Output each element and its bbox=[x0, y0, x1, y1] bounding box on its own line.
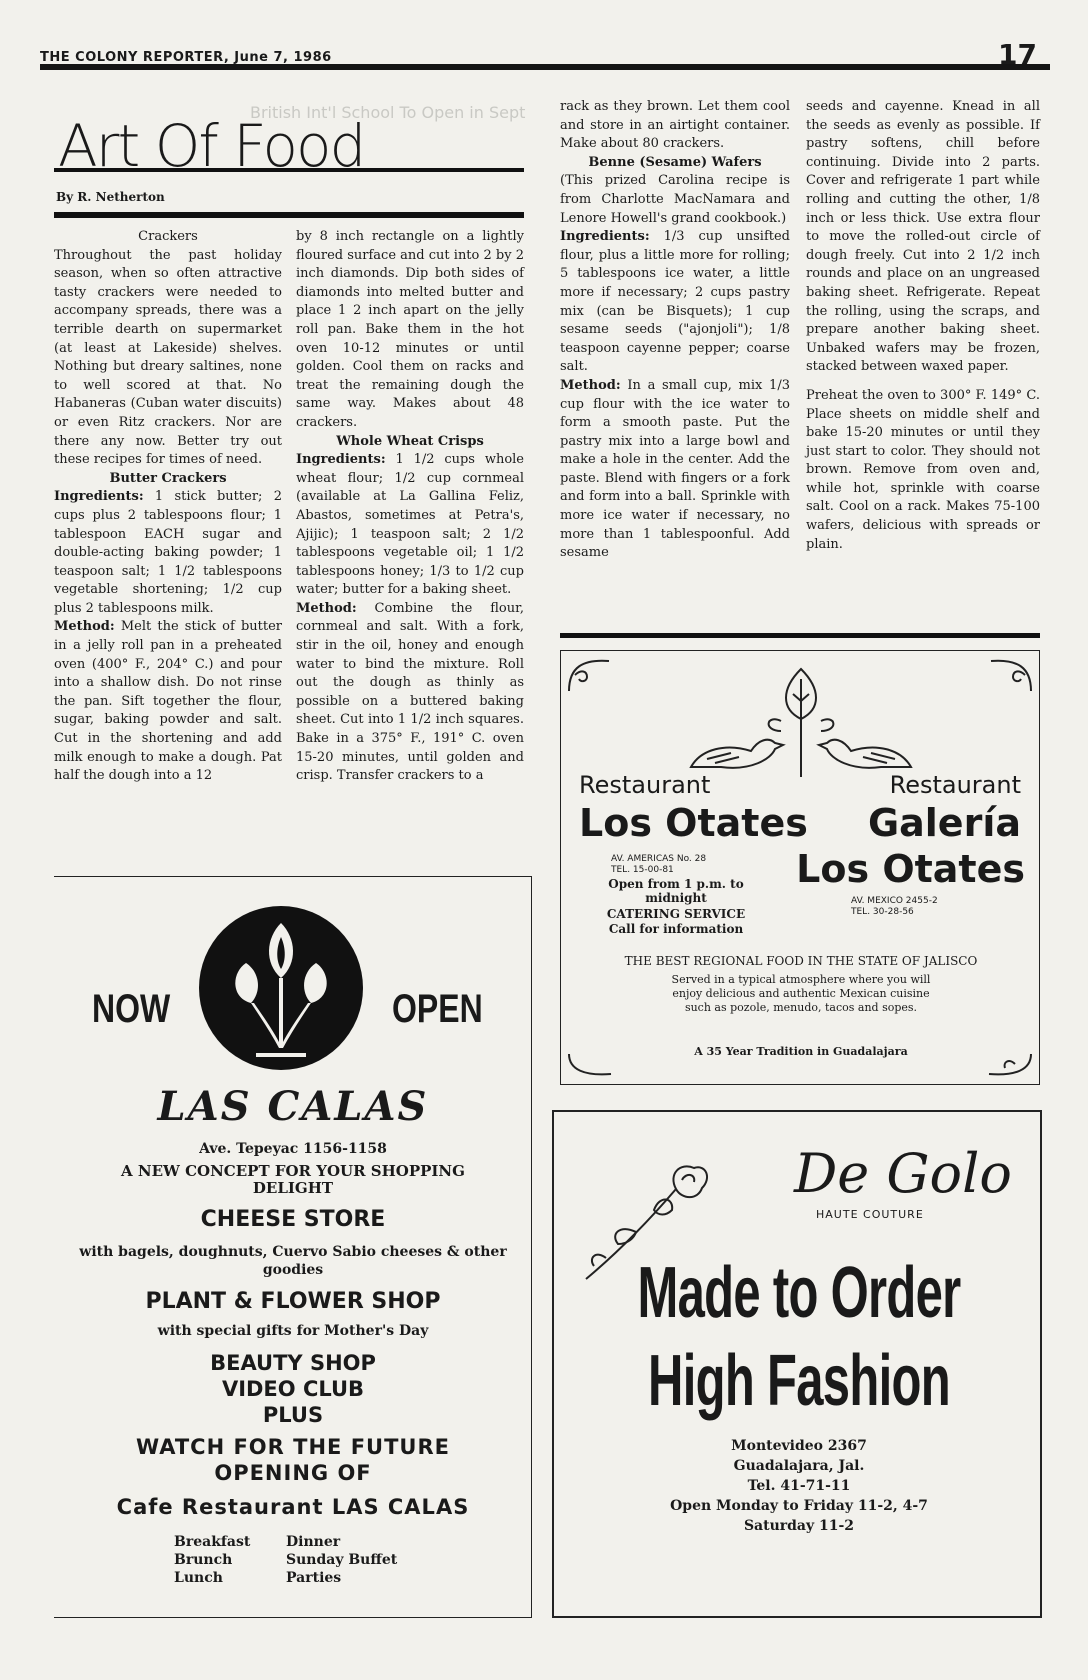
masthead: THE COLONY REPORTER, June 7, 1986 bbox=[40, 50, 332, 65]
restaurant-name: Los Otates bbox=[796, 847, 1025, 891]
subhead-crackers: Crackers bbox=[138, 229, 198, 244]
ad-de-golo bbox=[552, 1110, 1042, 1618]
paragraph: (This prized Carolina recipe is from Charlotte MacNamara and Lenore Howell's grand cookbook.) bbox=[560, 173, 790, 226]
ingredients-text: 1 1/2 cups whole wheat flour; 1/2 cup cornmeal (available at La Gallina Feliz, Abastos, sometimes at Petra's, Ajijic); 1 teaspoon salt; 2 1/2 tablespoons vegetable oil; 1 1/2 tablespoons honey; 1/3 to 1/2 cup water; butter for a baking sheet. bbox=[296, 452, 524, 598]
brand-name: De Golo bbox=[794, 1142, 1012, 1205]
paragraph: by 8 inch rectangle on a lightly floured surface and cut into 2 by 2 inch diamonds. Dip both sides of diamonds into melted butter and place 1 2 inch apart on the jelly roll pan. Bake them in the hot oven 10-12 minutes or until golden. Cool them on racks and treat the remaining dough the same way. Makes about 48 crackers. bbox=[296, 229, 524, 430]
ingredients-paragraph bbox=[560, 228, 790, 377]
method-paragraph bbox=[560, 377, 790, 563]
ad-las-calas bbox=[54, 876, 532, 1618]
birds-and-leaf-icon bbox=[671, 659, 931, 779]
video-club: VIDEO CLUB bbox=[221, 1377, 365, 1401]
page-number: 17 bbox=[998, 38, 1037, 71]
plant-desc: with special gifts for Mother's Day bbox=[157, 1323, 429, 1339]
restaurant-name: Galería bbox=[867, 801, 1021, 845]
meal-item: Dinner bbox=[286, 1534, 341, 1550]
article-column-1 bbox=[54, 228, 282, 786]
telephone: TEL. 15-00-81 bbox=[611, 865, 674, 875]
article-column-3 bbox=[560, 98, 790, 563]
subhead-butter-crackers: Butter Crackers bbox=[109, 470, 227, 486]
address-street: Montevideo 2367 bbox=[731, 1438, 867, 1454]
haute-couture: HAUTE COUTURE bbox=[816, 1208, 924, 1221]
plant-shop: PLANT & FLOWER SHOP bbox=[145, 1289, 441, 1314]
restaurant-label: Restaurant bbox=[579, 771, 711, 799]
method-paragraph bbox=[296, 600, 524, 786]
cheese-desc: with bagels, doughnuts, Cuervo Sabio cheeses & other goodies bbox=[79, 1244, 507, 1278]
ingredients-label: Ingredients: bbox=[296, 452, 386, 468]
address: AV. MEXICO 2455-2 bbox=[851, 896, 938, 906]
article-title: Art Of Food bbox=[58, 112, 365, 180]
header-rule bbox=[40, 64, 1050, 70]
telephone: TEL. 30-28-56 bbox=[851, 907, 914, 917]
byline: By R. Netherton bbox=[56, 190, 165, 204]
now-label: NOW bbox=[92, 987, 171, 1031]
telephone: Tel. 41-71-11 bbox=[747, 1478, 851, 1494]
description: Served in a typical atmosphere where you will enjoy delicious and authentic Mexican cuisine such as pozole, menudo, tacos and sopes. bbox=[671, 973, 931, 1014]
calla-lily-logo-icon bbox=[196, 903, 366, 1073]
hours-saturday: Saturday 11-2 bbox=[743, 1518, 855, 1534]
method-text: Combine the flour, cornmeal and salt. With a fork, stir in the oil, honey and enough water to bind the mixture. Roll out the dough as thinly as possible on a buttered baking sheet. Cut into 1 1/2 inch squares. Bake in a 375° F., 191° C. oven 15-20 minutes, until golden and crisp. Transfer crackers to a bbox=[296, 600, 524, 784]
ingredients-label: Ingredients: bbox=[560, 229, 650, 245]
plus: PLUS bbox=[262, 1403, 324, 1427]
concept: A NEW CONCEPT FOR YOUR SHOPPING DELIGHT bbox=[121, 1162, 465, 1197]
flourish-corner-icon bbox=[985, 655, 1035, 695]
faded-headline: British Int'l School To Open in Sept bbox=[250, 103, 526, 122]
paragraph: rack as they brown. Let them cool and store in an airtight container. Make about 80 crackers. bbox=[560, 99, 790, 152]
ingredients-text: 1 stick butter; 2 cups plus 2 tablespoons flour; 1 tablespoon EACH sugar and double-acting baking powder; 1 teaspoon salt; 1 1/2 tablespoons vegetable shortening; 1/2 cup plus 2 tablespoons milk. bbox=[54, 489, 282, 616]
opening-of: OPENING OF bbox=[214, 1461, 372, 1485]
meal-item: Parties bbox=[286, 1570, 342, 1586]
title-rule bbox=[54, 168, 524, 172]
meal-item: Lunch bbox=[174, 1570, 223, 1586]
meal-item: Brunch bbox=[174, 1552, 233, 1568]
paragraph: seeds and cayenne. Knead in all the seeds as evenly as possible. If pastry softens, chill before continuing. Divide into 2 parts. Cover and refrigerate 1 part while rolling and cutting the other, 1/8 inch or less thick. Use extra flour to move the rolled-out circle of dough freely. Cut into 2 1/2 inch rounds and place on an ungreased baking sheet. Refrigerate. Repeat the rolling, using the scraps, and prepare another baking sheet. Unbaked wafers may be frozen, stacked between waxed paper. bbox=[806, 99, 1040, 375]
tagline: THE BEST REGIONAL FOOD IN THE STATE OF JALISCO bbox=[624, 954, 978, 968]
subhead-whole-wheat: Whole Wheat Crisps bbox=[336, 433, 484, 449]
column-end-rule bbox=[560, 633, 1040, 638]
article-column-2 bbox=[296, 228, 524, 786]
method-label: Method: bbox=[560, 377, 621, 393]
method-text: Melt the stick of butter in a jelly roll pan in a preheated oven (400° F., 204° C.) and pour into a shallow dish. Do not rinse the pan. Sift together the flour, sugar, baking powder and salt. Cut in the shortening and add milk enough to make a dough. Pat half the dough into a 12 bbox=[54, 619, 282, 784]
paragraph: Throughout the past holiday season, when so often attractive tasty crackers were needed to accompany spreads, there was a terrible dearth on supermarket (at least at Lakeside) shelves. Nothing but dreary saltines, none to well scored at that. No Habaneras (Cuban water discuits) or even Ritz crackers. Nor are there any now. Better try out these recipes for times of need. bbox=[54, 247, 282, 468]
ingredients-label: Ingredients: bbox=[54, 489, 144, 505]
ad-los-otates bbox=[560, 650, 1040, 1085]
meals-left bbox=[174, 1533, 250, 1587]
meal-item: Sunday Buffet bbox=[286, 1552, 398, 1568]
call-info: Call for information bbox=[608, 922, 744, 936]
tradition: A 35 Year Tradition in Guadalajara bbox=[694, 1045, 908, 1058]
beauty-shop: BEAUTY SHOP bbox=[210, 1351, 376, 1375]
meal-item: Breakfast bbox=[174, 1534, 251, 1550]
watch-future: WATCH FOR THE FUTURE bbox=[136, 1435, 450, 1459]
cheese-store: CHEESE STORE bbox=[200, 1207, 386, 1232]
subhead-benne-wafers: Benne (Sesame) Wafers bbox=[588, 154, 762, 170]
byline-rule bbox=[54, 212, 524, 218]
open-label: OPEN bbox=[392, 987, 483, 1031]
catering-service: CATERING SERVICE bbox=[606, 907, 746, 921]
paragraph: Preheat the oven to 300° F. 149° C. Place sheets on middle shelf and bake 15-20 minutes or until they just start to color. They should not brown. Remove from oven and, while hot, sprinkle with coarse salt. Cool on a rack. Makes 75-100 wafers, delicious with spreads or plain. bbox=[806, 387, 1040, 552]
restaurant-name: Los Otates bbox=[579, 801, 808, 845]
method-paragraph bbox=[54, 618, 282, 785]
method-text: In a small cup, mix 1/3 cup flour with the ice water to form a smooth paste. Put the pastry mix into a large bowl and make a hole in the center. Add the paste. Blend with fingers or a fork and form into a ball. Sprinkle with more ice water if necessary, no more than 1 tablespoonful. Add sesame bbox=[560, 377, 790, 561]
restaurant-label: Restaurant bbox=[889, 771, 1021, 799]
ingredients-paragraph bbox=[54, 488, 282, 618]
article-column-4 bbox=[806, 98, 1040, 554]
meals-right bbox=[286, 1533, 397, 1587]
headline-high-fashion: High Fashion bbox=[648, 1341, 950, 1421]
flourish-corner-icon bbox=[565, 655, 615, 695]
hours: Open from 1 p.m. to midnight bbox=[608, 877, 744, 905]
flourish-corner-icon bbox=[985, 1050, 1035, 1080]
hours-weekday: Open Monday to Friday 11-2, 4-7 bbox=[670, 1498, 928, 1514]
method-label: Method: bbox=[296, 600, 357, 616]
store-name: LAS CALAS bbox=[157, 1083, 429, 1130]
address-city: Guadalajara, Jal. bbox=[733, 1458, 865, 1474]
ingredients-text: 1/3 cup unsifted flour, plus a little more for rolling; 5 tablespoons ice water, a little more if necessary; 2 cups pastry mix (can be Bisquets); 1 cup sesame seeds ("ajonjoli"); 1/8 teaspoon cayenne pepper; coarse salt. bbox=[560, 229, 790, 375]
method-label: Method: bbox=[54, 619, 115, 635]
address: AV. AMERICAS No. 28 bbox=[611, 854, 707, 864]
cafe-restaurant: Cafe Restaurant LAS CALAS bbox=[116, 1495, 470, 1519]
ingredients-paragraph bbox=[296, 451, 524, 600]
flourish-corner-icon bbox=[565, 1050, 615, 1080]
address: Ave. Tepeyac 1156-1158 bbox=[199, 1141, 387, 1157]
headline-made-to-order: Made to Order bbox=[637, 1253, 961, 1333]
